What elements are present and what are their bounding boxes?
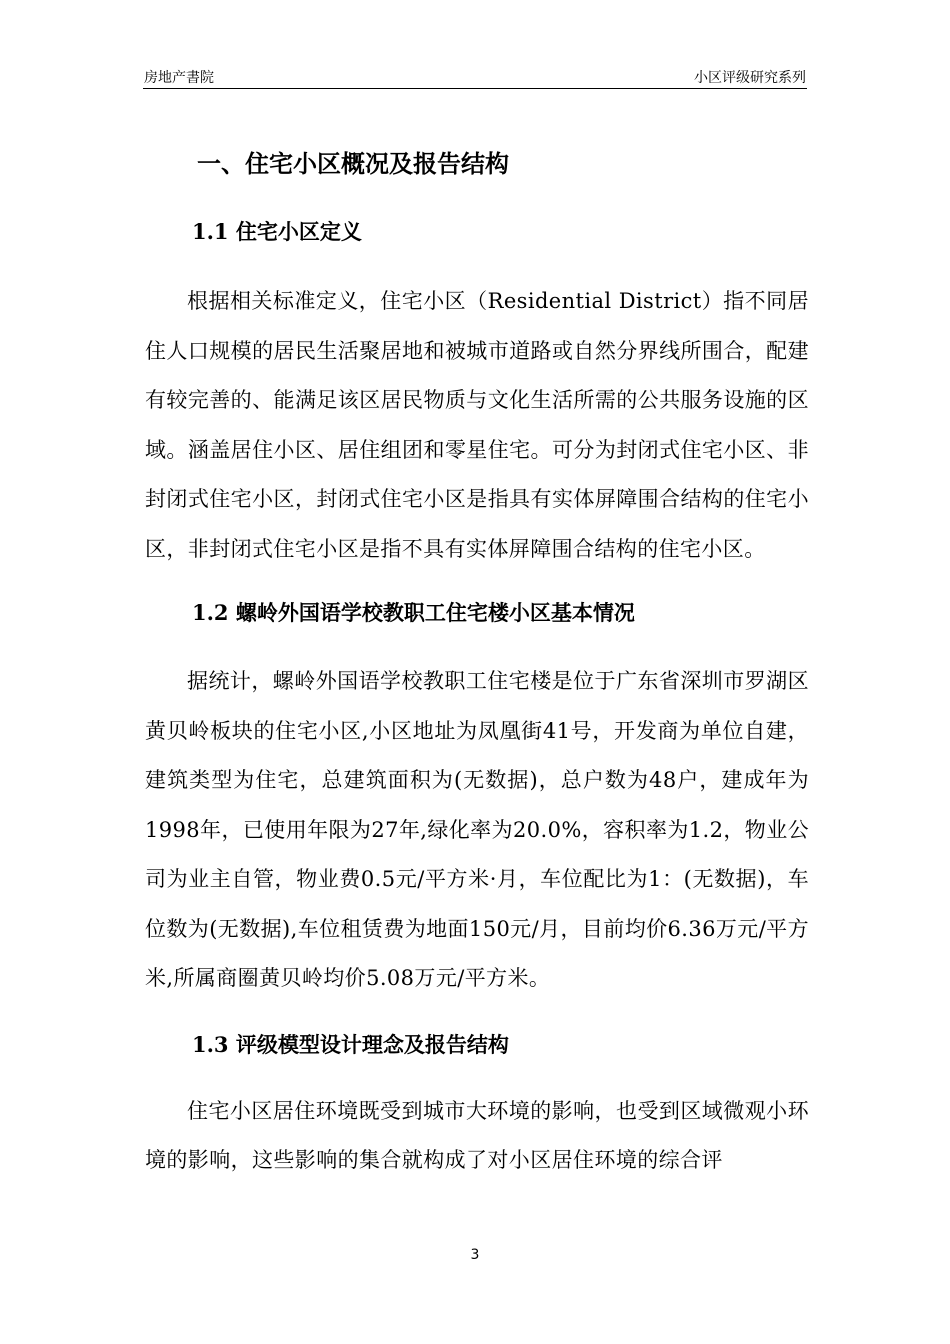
header-publisher: 房地产書院	[144, 70, 214, 86]
section-paragraph-1-3: 住宅小区居住环境既受到城市大环境的影响，也受到区域微观小环境的影响，这些影响的集合就构成了对小区居住环境的综合评	[145, 1098, 809, 1172]
document-body	[145, 140, 809, 1186]
section-heading-1-1: 1.1 住宅小区定义	[192, 219, 362, 244]
chapter-title: 一、住宅小区概况及报告结构	[197, 149, 509, 178]
header-series: 小区评级研究系列	[694, 70, 806, 86]
section-paragraph-1-2: 据统计，螺岭外国语学校教职工住宅楼是位于广东省深圳市罗湖区黄贝岭板块的住宅小区,小区地址为凤凰街41号，开发商为单位自建，建筑类型为住宅，总建筑面积为(无数据)，总户数为48户，建成年为1998年，已使用年限为27年,绿化率为20.0%，容积率为1.2，物业公司为业主自管，物业费0.5元/平方米·月，车位配比为1：(无数据)，车位数为(无数据),车位租赁费为地面150元/月，目前均价6.36万元/平方米,所属商圈黄贝岭均价5.08万元/平方米。	[145, 669, 809, 990]
section-heading-1-3: 1.3 评级模型设计理念及报告结构	[192, 1031, 509, 1057]
page-header	[143, 66, 807, 89]
section-paragraph-1-1: 根据相关标准定义，住宅小区（Residential District）指不同居住人口规模的居民生活聚居地和被城市道路或自然分界线所围合，配建有较完善的、能满足该区居民物质与文化生活所需的公共服务设施的区域。涵盖居住小区、居住组团和零星住宅。可分为封闭式住宅小区、非封闭式住宅小区，封闭式住宅小区是指具有实体屏障围合结构的住宅小区，非封闭式住宅小区是指不具有实体屏障围合结构的住宅小区。	[145, 289, 809, 561]
section-heading-1-2: 1.2 螺岭外国语学校教职工住宅楼小区基本情况	[192, 600, 635, 625]
page-number: 3	[470, 1247, 480, 1263]
